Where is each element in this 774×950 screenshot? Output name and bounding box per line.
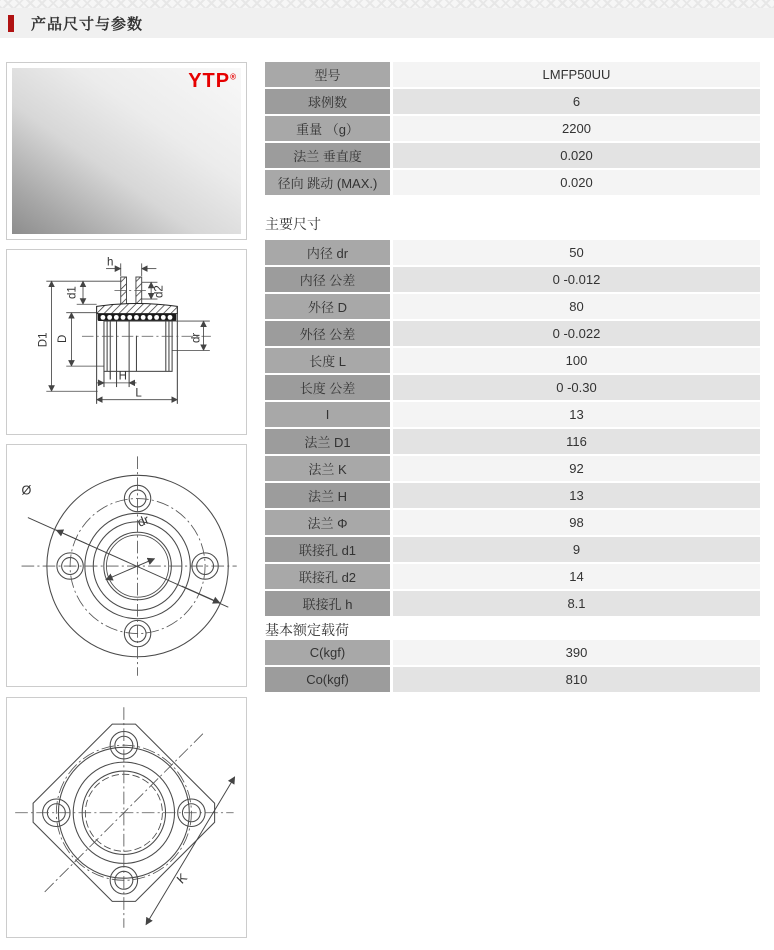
spec-label: 法兰 垂直度 — [265, 143, 390, 168]
spec-label: 径向 跳动 (MAX.) — [265, 170, 390, 195]
product-photo-box — [6, 62, 247, 240]
red-accent-bar — [8, 15, 14, 32]
spec-row — [265, 294, 760, 319]
spec-row — [265, 170, 760, 195]
spec-value: 0 -0.30 — [393, 375, 760, 400]
spec-row — [265, 267, 760, 292]
spec-row — [265, 640, 760, 665]
section-title-load: 基本额定载荷 — [265, 622, 349, 638]
spec-value: 13 — [393, 402, 760, 427]
spec-value: LMFP50UU — [393, 62, 760, 87]
spec-row — [265, 667, 760, 692]
dim-label-dr: dr — [190, 332, 203, 344]
spec-value: 92 — [393, 456, 760, 481]
dim-label-I: I — [108, 370, 112, 383]
spec-label: 型号 — [265, 62, 390, 87]
spec-value: 0.020 — [393, 143, 760, 168]
spec-row — [265, 321, 760, 346]
spec-label: 法兰 Φ — [265, 510, 390, 535]
spec-label: 外径 D — [265, 294, 390, 319]
spec-row — [265, 348, 760, 373]
spec-row — [265, 537, 760, 562]
spec-value: 14 — [393, 564, 760, 589]
spec-value: 100 — [393, 348, 760, 373]
photo-background — [12, 68, 241, 234]
spec-value: 8.1 — [393, 591, 760, 616]
spec-label: I — [265, 402, 390, 427]
spec-value: 810 — [393, 667, 760, 692]
spec-value: 390 — [393, 640, 760, 665]
square-flange-drawing-box — [6, 697, 247, 938]
spec-label: 内径 dr — [265, 240, 390, 265]
section-title-dimensions: 主要尺寸 — [265, 216, 321, 232]
spec-label: 法兰 H — [265, 483, 390, 508]
spec-row — [265, 240, 760, 265]
brand-text: YTP — [188, 70, 231, 92]
model-info-table — [265, 62, 760, 195]
dim-label-L: L — [135, 387, 142, 400]
spec-value: 50 — [393, 240, 760, 265]
dim-label-H: H — [118, 370, 127, 383]
square-flange-drawing — [12, 703, 241, 932]
spec-row — [265, 375, 760, 400]
dim-label-h: h — [107, 256, 114, 269]
spec-label: 外径 公差 — [265, 321, 390, 346]
spec-value: 0.020 — [393, 170, 760, 195]
page-title: 产品尺寸与参数 — [31, 15, 144, 33]
spec-label: 联接孔 d1 — [265, 537, 390, 562]
round-flange-drawing-box — [6, 444, 247, 687]
dim-label-D: D — [57, 334, 70, 344]
spec-value: 80 — [393, 294, 760, 319]
spec-row — [265, 564, 760, 589]
spec-row — [265, 116, 760, 141]
spec-value: 13 — [393, 483, 760, 508]
dim-label-bore-dr: dr — [135, 512, 152, 530]
spec-value: 0 -0.022 — [393, 321, 760, 346]
main-dimensions-table — [265, 240, 760, 616]
spec-label: 法兰 K — [265, 456, 390, 481]
spec-tables-column — [265, 62, 760, 692]
dim-label-D1: D1 — [37, 332, 50, 348]
spec-row — [265, 89, 760, 114]
dim-label-d2: d2 — [153, 285, 166, 298]
spec-row — [265, 483, 760, 508]
spec-row — [265, 62, 760, 87]
section-header — [0, 8, 774, 38]
spec-row — [265, 591, 760, 616]
spec-label: 长度 L — [265, 348, 390, 373]
spec-row — [265, 143, 760, 168]
spec-value: 0 -0.012 — [393, 267, 760, 292]
spec-row — [265, 456, 760, 481]
spec-value: 98 — [393, 510, 760, 535]
spec-value: 2200 — [393, 116, 760, 141]
decorative-zigzag-strip — [0, 0, 774, 8]
spec-label: 球例数 — [265, 89, 390, 114]
spec-label: 联接孔 h — [265, 591, 390, 616]
side-section-drawing — [12, 255, 241, 429]
spec-label: 法兰 D1 — [265, 429, 390, 454]
spec-label: 重量 （g） — [265, 116, 390, 141]
spec-label: 长度 公差 — [265, 375, 390, 400]
dim-label-flange-diameter: Ø — [21, 483, 32, 498]
spec-label: 内径 公差 — [265, 267, 390, 292]
spec-value: 9 — [393, 537, 760, 562]
dim-label-d1: d1 — [66, 286, 79, 300]
spec-row — [265, 429, 760, 454]
spec-value: 116 — [393, 429, 760, 454]
spec-row — [265, 402, 760, 427]
spec-value: 6 — [393, 89, 760, 114]
load-ratings-table — [265, 640, 760, 692]
spec-label: Co(kgf) — [265, 667, 390, 692]
side-section-drawing-box — [6, 249, 247, 435]
brand-logo — [188, 71, 237, 91]
spec-row — [265, 510, 760, 535]
round-flange-drawing — [12, 450, 241, 681]
dim-label-K: K — [174, 870, 191, 887]
spec-label: C(kgf) — [265, 640, 390, 665]
registered-mark: ® — [230, 72, 237, 82]
spec-label: 联接孔 d2 — [265, 564, 390, 589]
